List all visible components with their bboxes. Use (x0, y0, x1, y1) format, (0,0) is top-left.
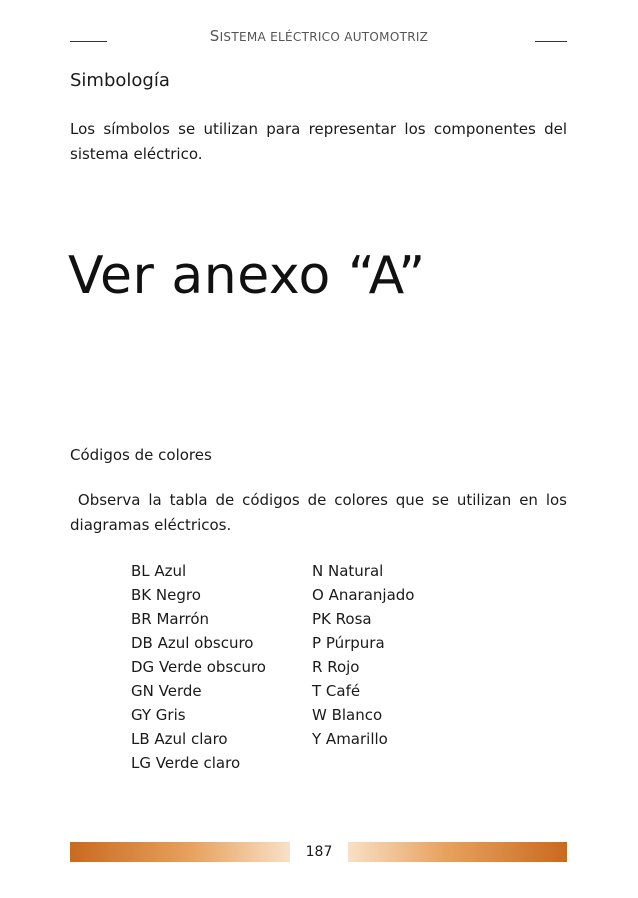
color-code-item: GN Verde (131, 682, 202, 700)
color-code-item: DG Verde obscuro (131, 658, 266, 676)
color-code-item: LB Azul claro (131, 730, 228, 748)
color-codes-paragraph: Observa la tabla de códigos de colores que se utilizan en los diagramas eléctricos. (70, 491, 572, 534)
color-code-item: O Anaranjado (312, 586, 415, 604)
header-rule-right (535, 41, 567, 42)
color-code-item: BL Azul (131, 562, 187, 580)
color-codes-left-column (131, 559, 266, 775)
color-code-item: P Púrpura (312, 634, 385, 652)
color-code-item: PK Rosa (312, 610, 372, 628)
color-code-item: DB Azul obscuro (131, 634, 254, 652)
page-number: 187 (290, 842, 348, 862)
intro-paragraph: Los símbolos se utilizan para representar los componentes del sistema eléctrico. (70, 120, 567, 163)
color-code-item: LG Verde claro (131, 754, 241, 772)
color-code-item: BR Marrón (131, 610, 210, 628)
running-header-rest: ISTEMA ELÉCTRICO AUTOMOTRIZ (219, 30, 429, 44)
color-code-item: Y Amarillo (312, 730, 388, 748)
color-code-item: N Natural (312, 562, 384, 580)
color-codes-right-column (312, 559, 414, 751)
section-title: Simbología (70, 70, 170, 91)
annex-reference: Ver anexo “A” (68, 246, 426, 306)
color-code-item: BK Negro (131, 586, 201, 604)
color-codes-title: Códigos de colores (70, 446, 212, 464)
color-code-item: GY Gris (131, 706, 186, 724)
running-header (0, 27, 638, 45)
color-code-item: T Café (312, 682, 361, 700)
running-header-initial: S (209, 27, 220, 45)
color-code-item: W Blanco (312, 706, 383, 724)
color-code-item: R Rojo (312, 658, 360, 676)
